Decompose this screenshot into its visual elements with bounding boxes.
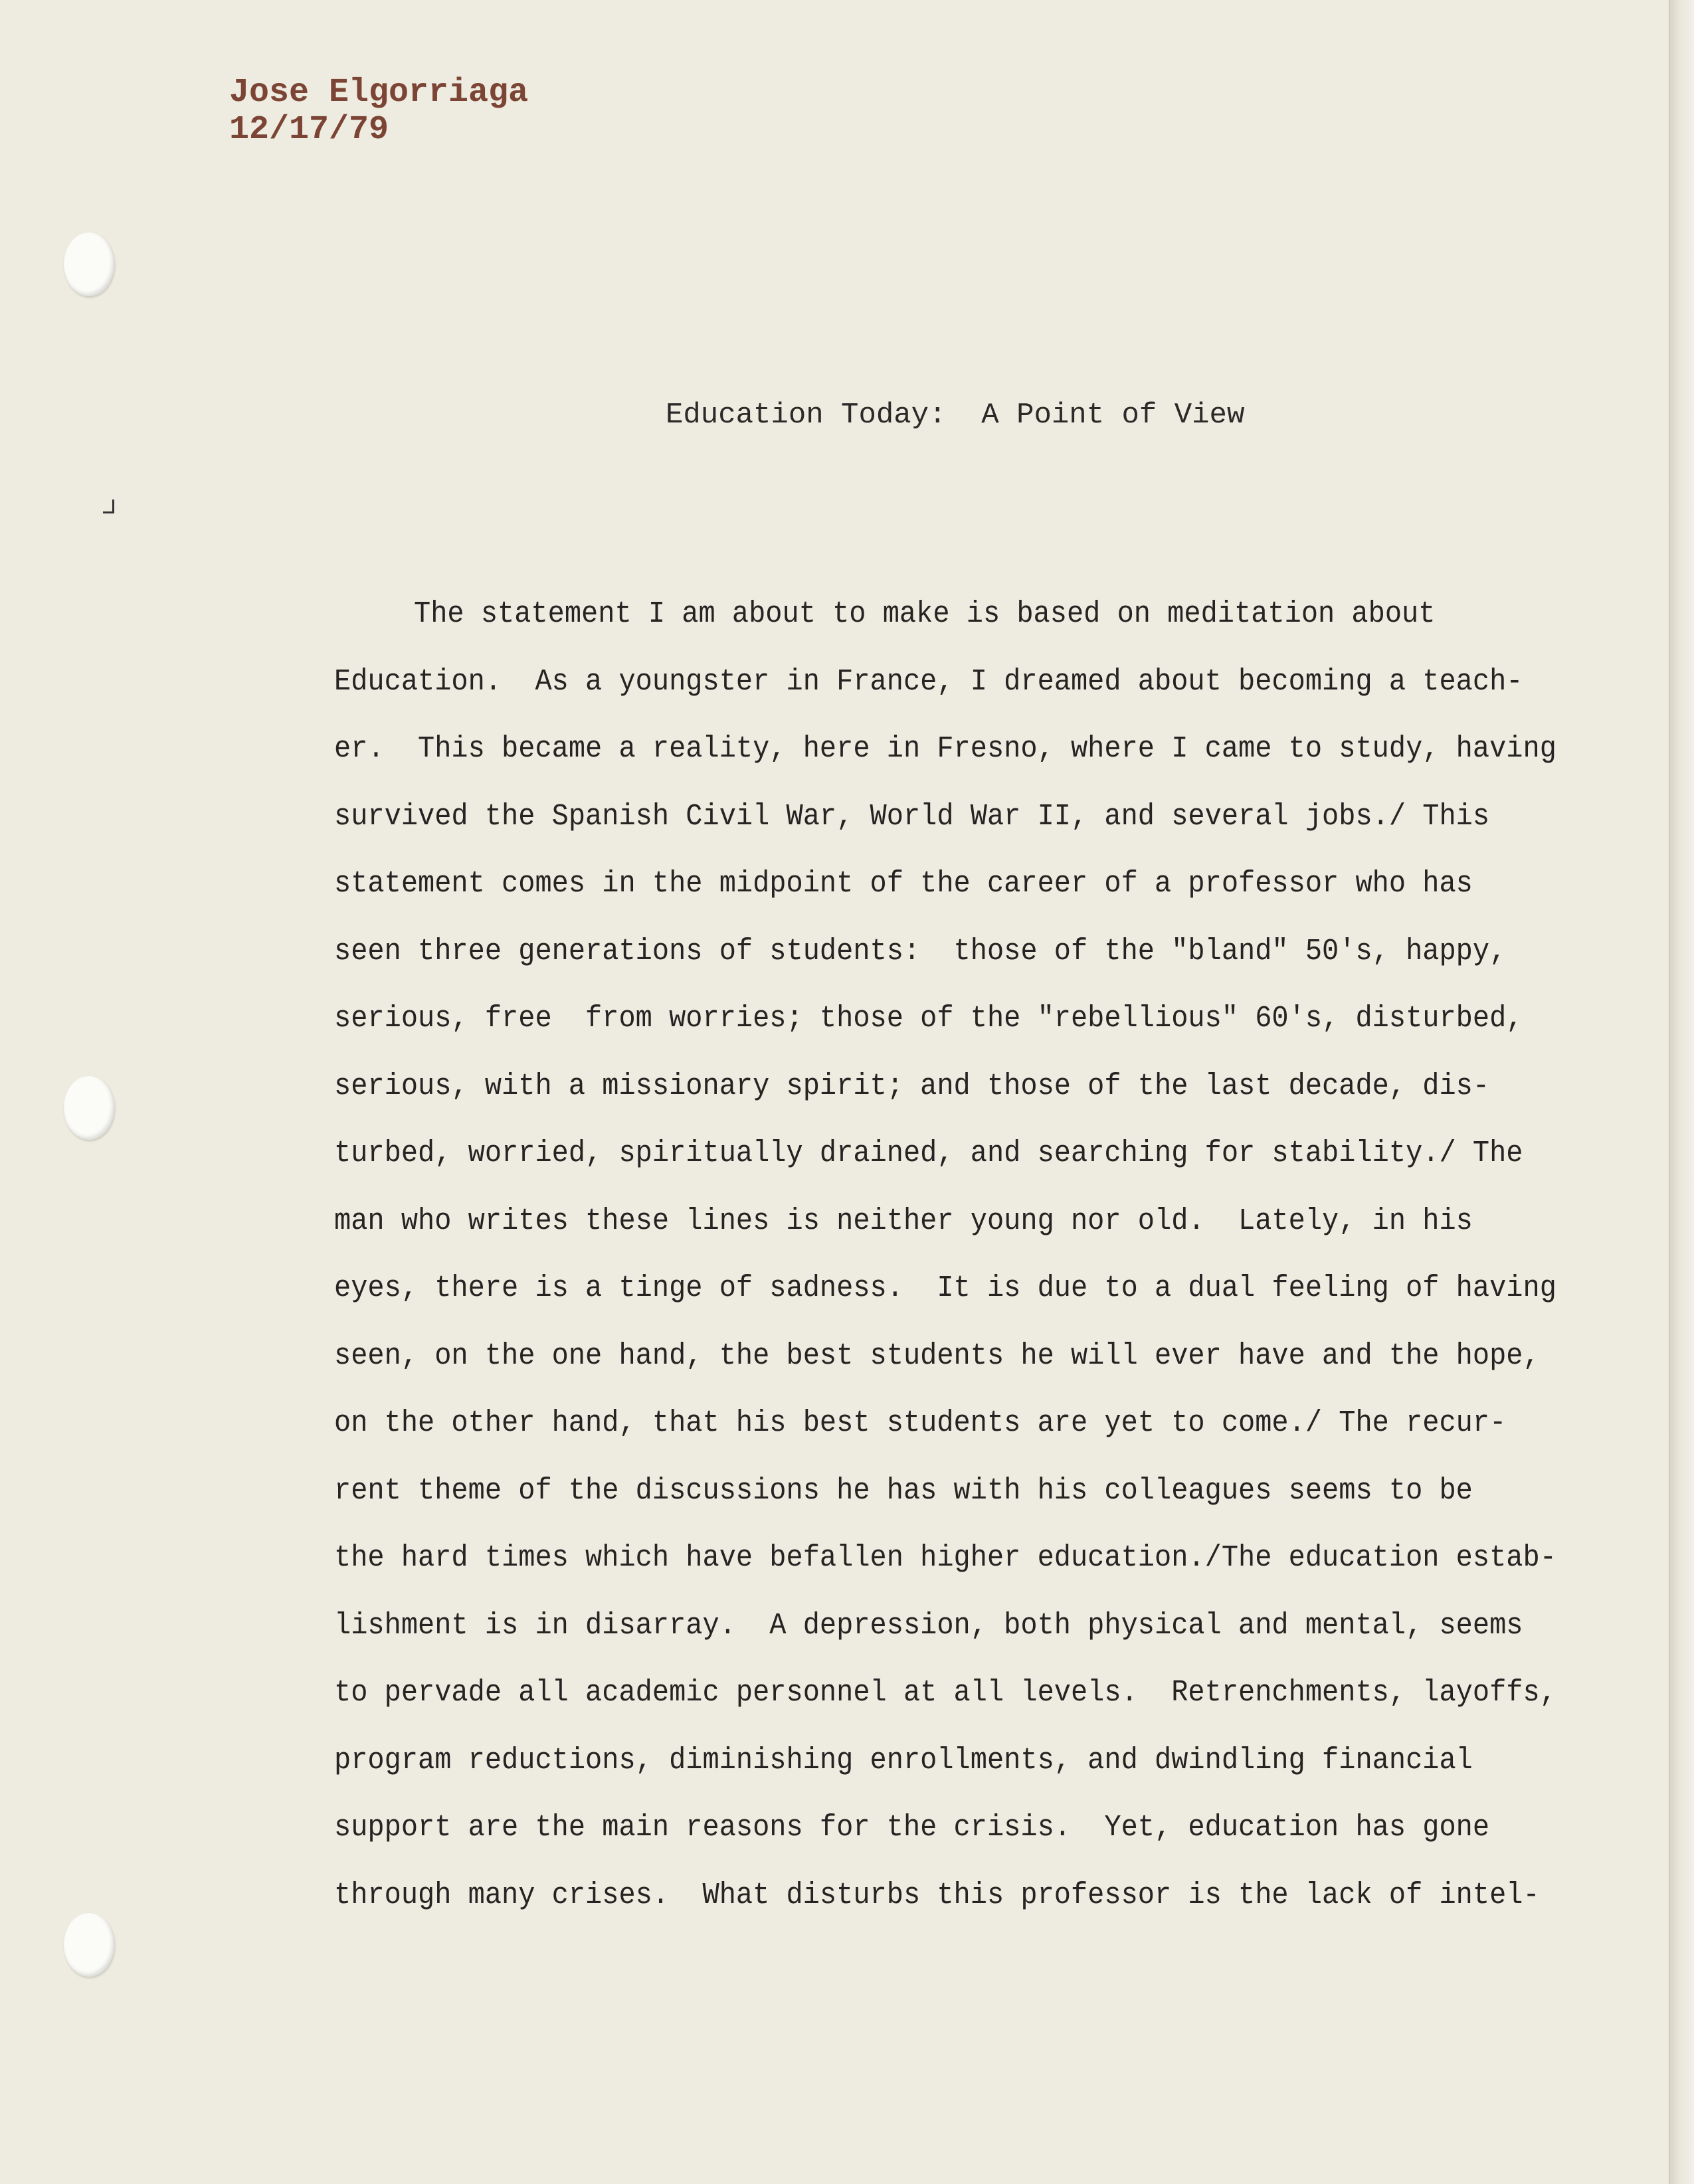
corner-mark xyxy=(103,500,114,513)
text-line: er. This became a reality, here in Fresno, where I came to study, having xyxy=(334,731,1556,766)
text-line: turbed, worried, spiritually drained, and searching for stability./ The xyxy=(334,1136,1523,1170)
punch-hole xyxy=(64,232,114,296)
text-line: seen, on the one hand, the best students he will ever have and the hope, xyxy=(334,1338,1540,1373)
text-line: eyes, there is a tinge of sadness. It is due to a dual feeling of having xyxy=(334,1271,1556,1305)
text-line: serious, free from worries; those of the "rebellious" 60's, disturbed, xyxy=(334,1001,1523,1036)
text-line: rent theme of the discussions he has with his colleagues seems to be xyxy=(334,1473,1473,1508)
text-line: program reductions, diminishing enrollments, and dwindling financial xyxy=(334,1742,1473,1777)
text-line: to pervade all academic personnel at all levels. Retrenchments, layoffs, xyxy=(334,1675,1556,1710)
text-line: through many crises. What disturbs this professor is the lack of intel- xyxy=(334,1877,1540,1912)
punch-hole xyxy=(64,1076,114,1140)
text-line: The statement I am about to make is based on meditation about xyxy=(414,596,1436,631)
text-line: the hard times which have befallen higher education./The education estab- xyxy=(334,1540,1556,1575)
text-line: serious, with a missionary spirit; and those of the last decade, dis- xyxy=(334,1068,1490,1103)
punch-hole xyxy=(64,1913,114,1977)
text-line: seen three generations of students: those of the "bland" 50's, happy, xyxy=(334,933,1507,968)
text-line: man who writes these lines is neither young nor old. Lately, in his xyxy=(334,1203,1473,1238)
text-line: lishment is in disarray. A depression, both physical and mental, seems xyxy=(334,1607,1523,1643)
text-line: Education. As a youngster in France, I dreamed about becoming a teach- xyxy=(334,664,1523,699)
text-line: support are the main reasons for the crisis. Yet, education has gone xyxy=(334,1810,1490,1845)
text-line: statement comes in the midpoint of the career of a professor who has xyxy=(334,866,1473,901)
text-line: survived the Spanish Civil War, World War II, and several jobs./ This xyxy=(334,798,1490,834)
document-date: 12/17/79 xyxy=(229,111,389,149)
document-title: Education Today: A Point of View xyxy=(666,399,1245,432)
author-name: Jose Elgorriaga xyxy=(229,74,529,112)
paper-edge xyxy=(1669,0,1694,2184)
author-block xyxy=(229,74,528,149)
text-line: on the other hand, that his best students are yet to come./ The recur- xyxy=(334,1406,1507,1440)
